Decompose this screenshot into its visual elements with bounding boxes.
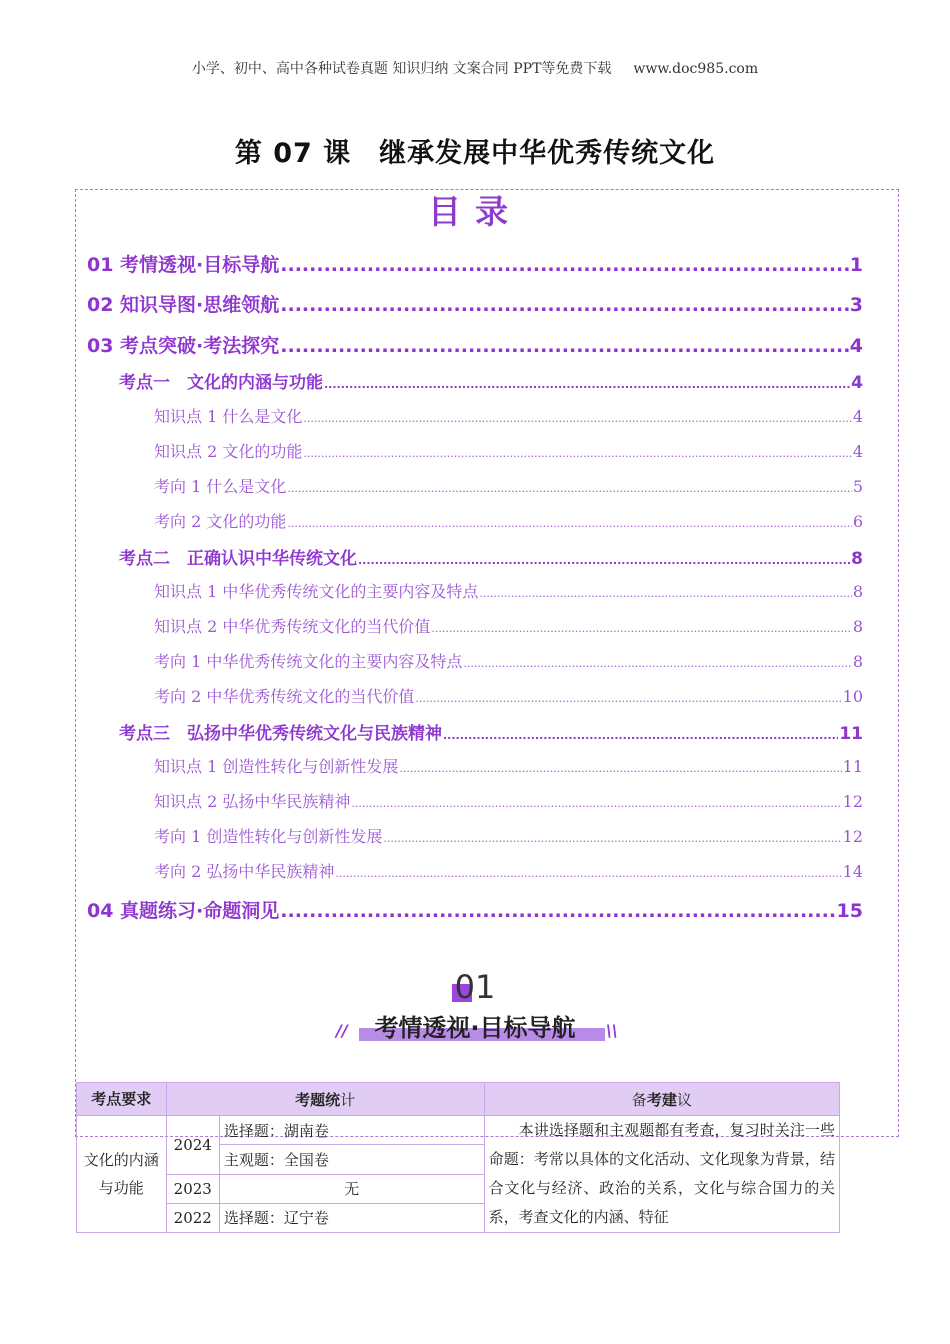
toc-leader-dots <box>383 832 841 845</box>
item-cell: 无 <box>219 1174 484 1203</box>
toc-leader-dots <box>324 378 850 391</box>
toc-entry-page: 4 <box>851 373 863 393</box>
table-header-row <box>77 1083 840 1116</box>
year-cell: 2022 <box>166 1203 219 1232</box>
toc-entry-page: 8 <box>852 652 863 671</box>
header-requirement: 考点要求 <box>77 1083 167 1116</box>
toc-entry-label: 知识点 2 弘扬中华民族精神 <box>154 792 351 811</box>
toc-leader-dots <box>443 729 838 742</box>
section-slash-right: \\ <box>606 1021 618 1040</box>
toc-entry-label: 考向 2 弘扬中华民族精神 <box>154 862 335 881</box>
toc-entry[interactable] <box>154 649 863 672</box>
item-cell: 主观题：全国卷 <box>219 1145 484 1174</box>
toc-entry-label: 考向 1 中华优秀传统文化的主要内容及特点 <box>154 652 463 671</box>
toc-entry-label: 知识点 2 中华优秀传统文化的当代价值 <box>154 617 431 636</box>
toc-entry-label: 知识点 1 什么是文化 <box>154 407 303 426</box>
toc-entry-page: 12 <box>842 827 863 846</box>
toc-entry-page: 3 <box>849 294 863 316</box>
toc-leader-dots <box>463 657 851 670</box>
toc-leader-dots <box>287 482 851 495</box>
toc-entry[interactable] <box>154 579 863 602</box>
topic-cell: 文化的内涵与功能 <box>77 1116 167 1233</box>
toc-entry[interactable] <box>154 789 863 812</box>
toc-entry[interactable] <box>154 824 863 847</box>
toc-entry[interactable] <box>154 474 863 497</box>
item-cell: 选择题：湖南卷 <box>219 1116 484 1145</box>
section-title: 考情透视·目标导航 <box>374 1014 576 1042</box>
toc-entry-page: 8 <box>851 549 863 569</box>
header-text: 小学、初中、高中各种试卷真题 知识归纳 文案合同 PPT等免费下载 <box>191 61 612 77</box>
item-cell: 选择题：辽宁卷 <box>219 1203 484 1232</box>
toc-entry-page: 1 <box>849 254 863 276</box>
section-slash-left: // <box>336 1021 348 1040</box>
toc-entry[interactable] <box>154 614 863 637</box>
toc-entry-label: 01 考情透视·目标导航 <box>87 254 280 276</box>
advice-cell: 本讲选择题和主观题都有考查，复习时关注一些命题：考常以具体的文化活动、文化现象为背景，结合文化与经济、政治的关系，文化与综合国力的关系，考查文化的内涵、特征 <box>484 1116 839 1233</box>
toc-entry[interactable] <box>87 290 863 317</box>
toc-entry-label: 03 考点突破·考法探究 <box>87 335 280 357</box>
toc-entry-label: 考点一 文化的内涵与功能 <box>119 373 323 393</box>
toc-entry-page: 8 <box>852 582 863 601</box>
toc-entry[interactable] <box>87 250 863 277</box>
toc-leader-dots <box>280 900 835 922</box>
toc-entry[interactable] <box>119 719 863 744</box>
toc-entry-page: 11 <box>842 757 863 776</box>
toc-entry-page: 4 <box>849 335 863 357</box>
toc-entry-page: 11 <box>839 724 863 744</box>
toc-leader-dots <box>303 412 851 425</box>
toc-entry-label: 04 真题练习·命题洞见 <box>87 900 280 922</box>
toc-entry-page: 15 <box>836 900 863 922</box>
exam-info-table <box>76 1082 840 1233</box>
toc-entry-label: 知识点 2 文化的功能 <box>154 442 303 461</box>
toc-heading: 目录 <box>428 192 522 231</box>
toc-entry[interactable] <box>154 859 863 882</box>
section-number: 01 <box>454 968 496 1006</box>
toc-entry-label: 考向 1 创造性转化与创新性发展 <box>154 827 383 846</box>
toc-entry-page: 4 <box>852 442 863 461</box>
toc-entry[interactable] <box>119 544 863 569</box>
toc-entry-page: 8 <box>852 617 863 636</box>
toc-entry[interactable] <box>87 331 863 358</box>
toc-entry[interactable] <box>154 509 863 532</box>
toc-entry[interactable] <box>154 684 863 707</box>
toc-entry[interactable] <box>119 368 863 393</box>
toc-entry[interactable] <box>154 439 863 462</box>
header-advice: 备考建议 <box>484 1083 839 1116</box>
table-row <box>77 1116 840 1145</box>
toc-leader-dots <box>479 587 851 600</box>
toc-leader-dots <box>431 622 851 635</box>
toc-entry-label: 考点三 弘扬中华优秀传统文化与民族精神 <box>119 724 442 744</box>
toc-entry-label: 考向 1 什么是文化 <box>154 477 287 496</box>
toc-leader-dots <box>280 294 848 316</box>
toc-entry-page: 6 <box>852 512 863 531</box>
toc-entry-label: 02 知识导图·思维领航 <box>87 294 280 316</box>
toc-leader-dots <box>399 762 841 775</box>
header-url[interactable]: www.doc985.com <box>633 61 759 77</box>
header-statistics: 考题统计 <box>166 1083 484 1116</box>
toc-entry-page: 5 <box>852 477 863 496</box>
page-header <box>0 58 950 78</box>
toc-entry[interactable] <box>154 754 863 777</box>
toc-entry-page: 12 <box>842 792 863 811</box>
toc-entry-label: 考点二 正确认识中华传统文化 <box>119 549 357 569</box>
toc-leader-dots <box>287 517 851 530</box>
toc-entry[interactable] <box>154 404 863 427</box>
toc-entry-label: 知识点 1 中华优秀传统文化的主要内容及特点 <box>154 582 479 601</box>
toc-leader-dots <box>351 797 841 810</box>
toc-leader-dots <box>303 447 851 460</box>
toc-entry-label: 知识点 1 创造性转化与创新性发展 <box>154 757 399 776</box>
toc-entry-label: 考向 2 中华优秀传统文化的当代价值 <box>154 687 415 706</box>
toc-entry-page: 14 <box>842 862 863 881</box>
toc-entry-page: 10 <box>842 687 863 706</box>
document-title: 第 07 课 继承发展中华优秀传统文化 <box>234 138 716 169</box>
toc-entry-label: 考向 2 文化的功能 <box>154 512 287 531</box>
toc-leader-dots <box>280 335 848 357</box>
toc-leader-dots <box>335 867 841 880</box>
toc-entry-page: 4 <box>852 407 863 426</box>
year-cell: 2024 <box>166 1116 219 1175</box>
toc-entry[interactable] <box>87 896 863 923</box>
year-cell: 2023 <box>166 1174 219 1203</box>
toc-leader-dots <box>358 554 850 567</box>
toc-leader-dots <box>280 254 848 276</box>
toc-leader-dots <box>415 692 841 705</box>
